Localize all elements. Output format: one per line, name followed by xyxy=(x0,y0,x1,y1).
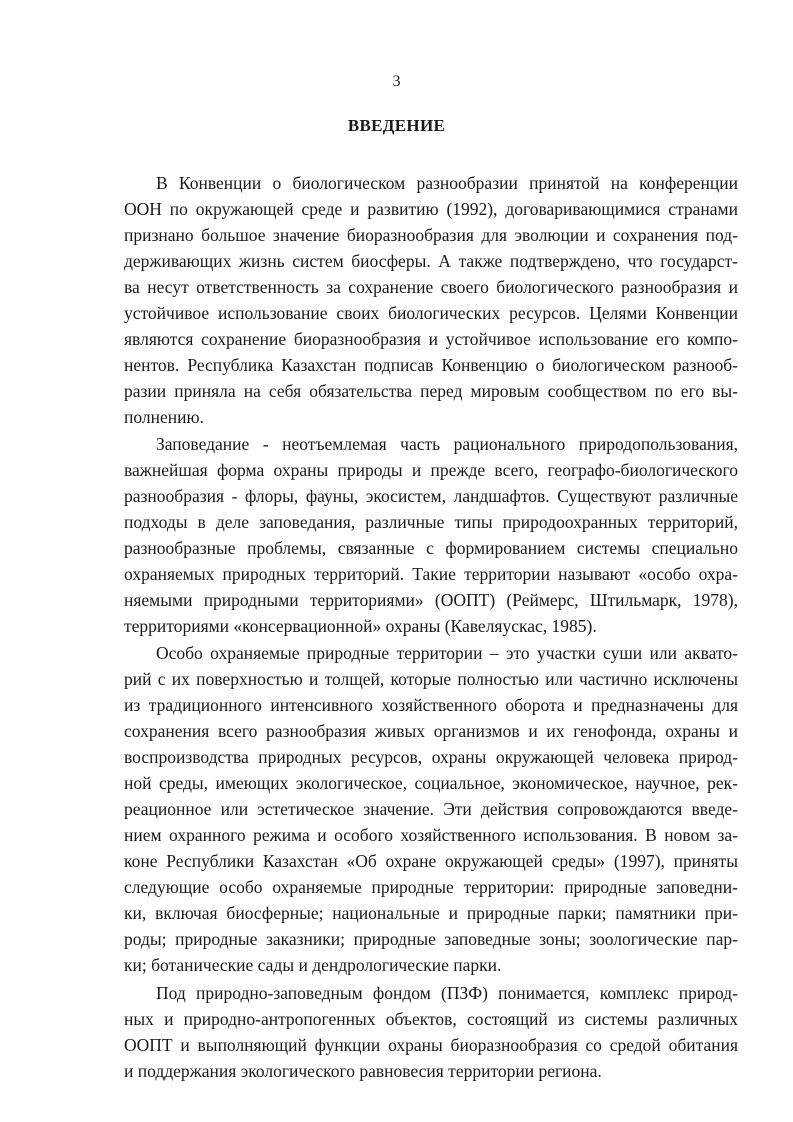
paragraph-1-line: нентов. Республика Казахстан подписав Конвенцию о биологическом разнооб- xyxy=(124,355,738,375)
paragraph-4-line: ных и природно-антропогенных объектов, состоящий из системы различных xyxy=(124,1009,738,1029)
paragraph-3-line: коне Республики Казахстан «Об охране окружающей среды» (1997), приняты xyxy=(124,851,738,871)
paragraph-1-line: разии приняла на себя обязательства перед мировым сообществом по его вы- xyxy=(124,381,738,401)
paragraph-4-line: Под природно-заповедным фондом (ПЗФ) понимается, комплекс природ- xyxy=(156,983,738,1003)
paragraph-2-line: няемыми природными территориями» (ООПТ) (Реймерс, Штильмарк, 1978), xyxy=(124,590,738,610)
paragraph-2-line: Заповедание - неотъемлемая часть рационального природопользования, xyxy=(156,434,738,454)
paragraph-3-line: роды; природные заказники; природные заповедные зоны; зоологические пар- xyxy=(124,929,738,949)
paragraph-1-line: являются сохранение биоразнообразия и устойчивое использование его компо- xyxy=(124,329,738,349)
paragraph-4-line: и поддержания экологического равновесия территории региона. xyxy=(124,1061,602,1081)
paragraph-2-line: разнообразные проблемы, связанные с формированием системы специально xyxy=(124,538,738,558)
paragraph-1-line: полнению. xyxy=(124,407,204,427)
paragraph-1-line: держивающих жизнь систем биосферы. А также подтверждено, что государст- xyxy=(124,251,738,271)
paragraph-2-line: важнейшая форма охраны природы и прежде всего, географо-биологического xyxy=(124,460,738,480)
paragraph-1-line: ООН по окружающей среде и развитию (1992), договаривающимися странами xyxy=(124,199,738,219)
section-heading: ВВЕДЕНИЕ xyxy=(347,116,446,135)
paragraph-2-line: разнообразия - флоры, фауны, экосистем, ландшафтов. Существуют различные xyxy=(124,486,738,506)
paragraph-3-line: рий с их поверхностью и толщей, которые полностью или частично исключены xyxy=(124,669,738,689)
paragraph-1-line: ва несут ответственность за сохранение своего биологического разнообразия и xyxy=(124,277,738,297)
paragraph-2-line: территориями «консервационной» охраны (Кавеляускас, 1985). xyxy=(124,616,597,636)
page-number: 3 xyxy=(392,73,401,90)
paragraph-3-line: Особо охраняемые природные территории – это участки суши или аквато- xyxy=(156,643,738,663)
paragraph-3-line: следующие особо охраняемые природные территории: природные заповедни- xyxy=(124,877,738,897)
paragraph-3-line: ки; ботанические сады и дендрологические парки. xyxy=(124,955,502,975)
paragraph-2-line: подходы в деле заповедания, различные типы природоохранных территорий, xyxy=(124,512,738,532)
paragraph-3-line: нием охранного режима и особого хозяйственного использования. В новом за- xyxy=(124,825,738,845)
paragraph-1-line: устойчивое использование своих биологических ресурсов. Целями Конвенции xyxy=(124,303,738,323)
paragraph-3-line: воспроизводства природных ресурсов, охраны окружающей человека природ- xyxy=(124,747,738,767)
paragraph-3-line: реационное или эстетическое значение. Эти действия сопровождаются введе- xyxy=(124,799,738,819)
paragraph-1-line: признано большое значение биоразнообразия для эволюции и сохранения под- xyxy=(124,225,738,245)
paragraph-3-line: из традиционного интенсивного хозяйственного оборота и предназначены для xyxy=(124,695,738,715)
paragraph-3-line: сохранения всего разнообразия живых организмов и их генофонда, охраны и xyxy=(124,721,738,741)
paragraph-2-line: охраняемых природных территорий. Такие территории называют «особо охра- xyxy=(124,564,738,584)
paragraph-3-line: ной среды, имеющих экологическое, социальное, экономическое, научное, рек- xyxy=(124,773,738,793)
paragraph-4-line: ООПТ и выполняющий функции охраны биоразнообразия со средой обитания xyxy=(124,1035,738,1055)
paragraph-3-line: ки, включая биосферные; национальные и природные парки; памятники при- xyxy=(124,903,738,923)
paragraph-1-line: В Конвенции о биологическом разнообразии принятой на конференции xyxy=(156,173,738,193)
